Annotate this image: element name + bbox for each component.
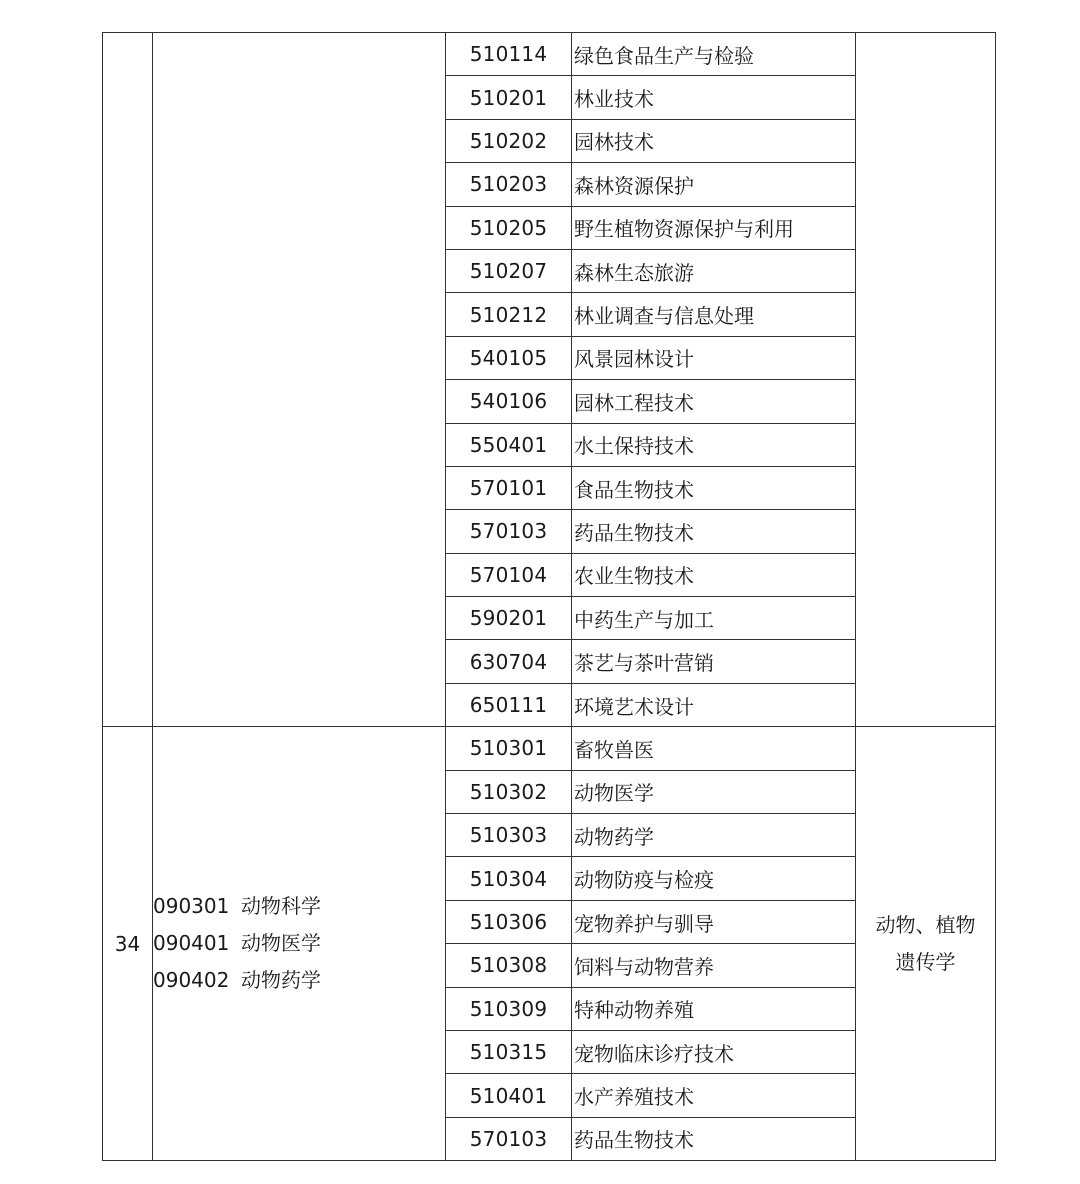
vocational-major-name: 农业生物技术 (572, 553, 856, 596)
undergraduate-majors-cell (153, 727, 446, 1161)
undergraduate-major-code: 090402 (153, 968, 230, 993)
vocational-major-code: 510207 (446, 249, 572, 292)
undergraduate-major (153, 888, 445, 925)
vocational-major-name: 绿色食品生产与检验 (572, 33, 856, 76)
group-number-cell (103, 33, 153, 727)
vocational-major-name: 宠物临床诊疗技术 (572, 1030, 856, 1073)
vocational-major-name: 饲料与动物营养 (572, 944, 856, 987)
table-row (103, 33, 996, 76)
vocational-major-code: 570103 (446, 510, 572, 553)
vocational-major-code: 510304 (446, 857, 572, 900)
undergraduate-major (153, 925, 445, 962)
vocational-major-code: 510309 (446, 987, 572, 1030)
vocational-major-code: 510114 (446, 33, 572, 76)
vocational-major-code: 540105 (446, 336, 572, 379)
vocational-major-name: 食品生物技术 (572, 466, 856, 509)
vocational-major-name: 森林生态旅游 (572, 249, 856, 292)
table-body (103, 33, 996, 1161)
vocational-major-code: 550401 (446, 423, 572, 466)
majors-table (102, 32, 995, 1161)
vocational-major-code: 570101 (446, 466, 572, 509)
vocational-major-code: 510315 (446, 1030, 572, 1073)
vocational-major-name: 林业技术 (572, 76, 856, 119)
vocational-major-name: 野生植物资源保护与利用 (572, 206, 856, 249)
vocational-major-name: 特种动物养殖 (572, 987, 856, 1030)
vocational-major-name: 动物药学 (572, 814, 856, 857)
vocational-major-name: 动物医学 (572, 770, 856, 813)
vocational-major-name: 园林工程技术 (572, 380, 856, 423)
vocational-major-name: 药品生物技术 (572, 510, 856, 553)
vocational-major-code: 570103 (446, 1117, 572, 1160)
vocational-major-name: 动物防疫与检疫 (572, 857, 856, 900)
table-row (103, 727, 996, 770)
vocational-major-name: 宠物养护与驯导 (572, 900, 856, 943)
vocational-major-code: 510401 (446, 1074, 572, 1117)
related-course-line: 遗传学 (895, 949, 956, 974)
group-number-cell: 34 (103, 727, 153, 1161)
related-course-line: 动物、植物 (875, 912, 976, 937)
vocational-major-name: 水土保持技术 (572, 423, 856, 466)
vocational-major-name: 水产养殖技术 (572, 1074, 856, 1117)
vocational-major-code: 510201 (446, 76, 572, 119)
vocational-major-name: 风景园林设计 (572, 336, 856, 379)
vocational-major-code: 540106 (446, 380, 572, 423)
related-course-cell (856, 727, 996, 1161)
vocational-major-code: 570104 (446, 553, 572, 596)
vocational-major-code: 510205 (446, 206, 572, 249)
vocational-major-code: 510302 (446, 770, 572, 813)
vocational-major-name: 茶艺与茶叶营销 (572, 640, 856, 683)
vocational-major-name: 畜牧兽医 (572, 727, 856, 770)
undergraduate-majors-cell (153, 33, 446, 727)
vocational-major-code: 510203 (446, 163, 572, 206)
vocational-major-code: 650111 (446, 683, 572, 726)
related-course-cell (856, 33, 996, 727)
vocational-major-code: 630704 (446, 640, 572, 683)
vocational-major-code: 510308 (446, 944, 572, 987)
vocational-major-name: 药品生物技术 (572, 1117, 856, 1160)
table (102, 32, 996, 1161)
undergraduate-major-name: 动物医学 (241, 931, 321, 956)
vocational-major-code: 510306 (446, 900, 572, 943)
vocational-major-name: 林业调查与信息处理 (572, 293, 856, 336)
vocational-major-code: 510212 (446, 293, 572, 336)
vocational-major-code: 590201 (446, 597, 572, 640)
undergraduate-major-name: 动物科学 (241, 894, 321, 919)
undergraduate-major-code: 090301 (153, 894, 230, 919)
undergraduate-major-code: 090401 (153, 931, 230, 956)
vocational-major-code: 510303 (446, 814, 572, 857)
vocational-major-name: 森林资源保护 (572, 163, 856, 206)
vocational-major-code: 510301 (446, 727, 572, 770)
vocational-major-name: 园林技术 (572, 119, 856, 162)
undergraduate-major (153, 962, 445, 999)
vocational-major-code: 510202 (446, 119, 572, 162)
vocational-major-name: 环境艺术设计 (572, 683, 856, 726)
undergraduate-major-name: 动物药学 (241, 968, 321, 993)
vocational-major-name: 中药生产与加工 (572, 597, 856, 640)
